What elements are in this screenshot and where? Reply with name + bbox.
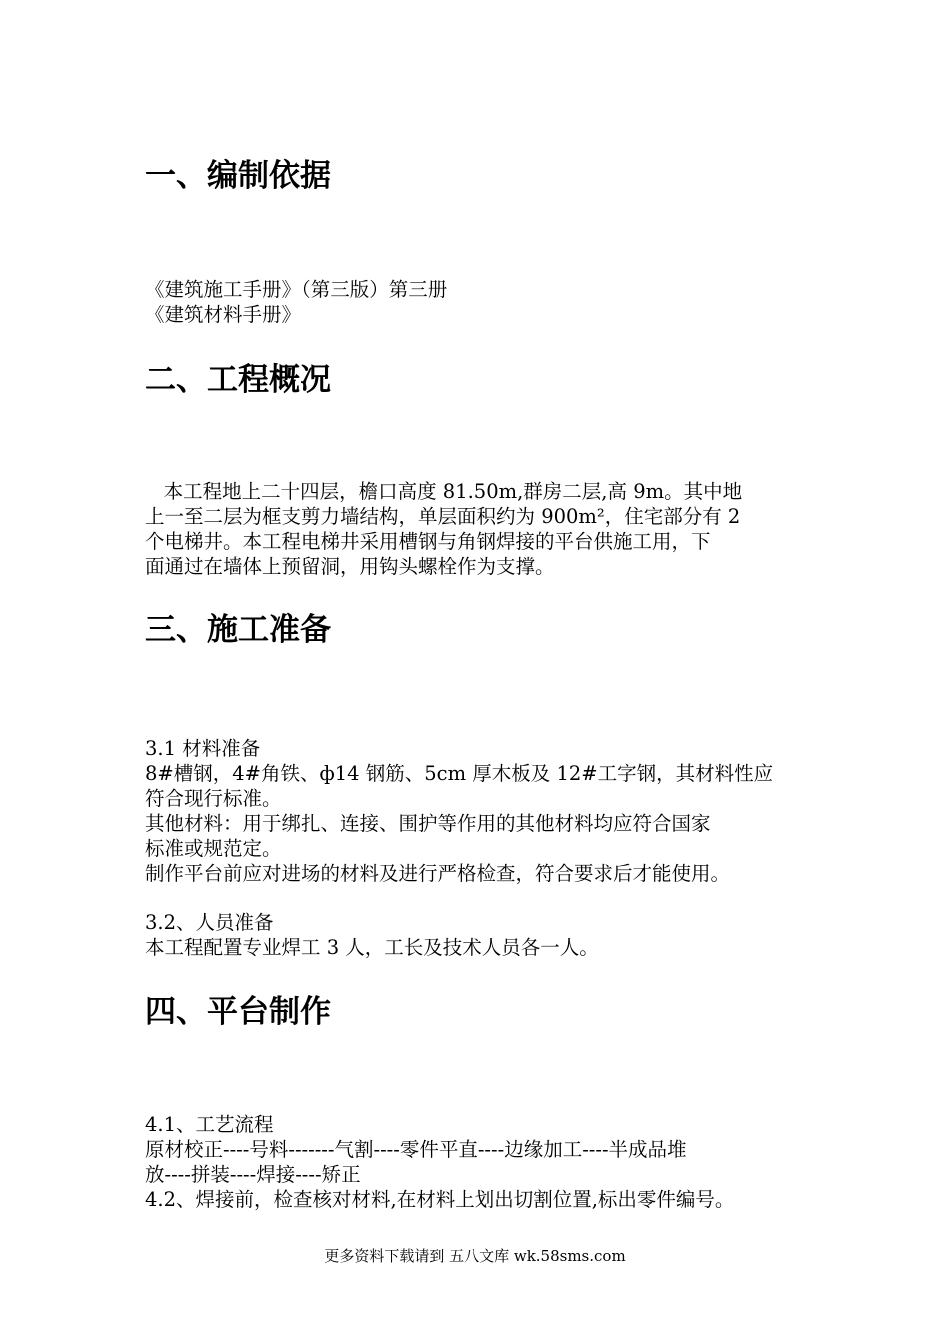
reference-line: 《建筑材料手册》: [145, 303, 302, 326]
section-3-personnel: [145, 910, 810, 960]
section-1-body: [145, 277, 810, 327]
paragraph-line: 4.2、焊接前，检查核对材料,在材料上划出切割位置,标出零件编号。: [145, 1188, 735, 1211]
page-footer: 更多资料下载请到 五八文库 wk.58sms.com: [324, 1247, 626, 1265]
section-4-body: [145, 1112, 810, 1212]
paragraph-line: 8#槽钢，4#角铁、ф14 钢筋、5cm 厚木板及 12#工字钢，其材料性应: [145, 762, 774, 785]
section-3-materials: [145, 736, 810, 886]
reference-line: 《建筑施工手册》（第三版）第三册: [145, 278, 448, 301]
paragraph-line: 个电梯井。本工程电梯井采用槽钢与角钢焊接的平台供施工用，下: [145, 530, 711, 553]
paragraph-line: 制作平台前应对进场的材料及进行严格检查，符合要求后才能使用。: [145, 862, 731, 885]
paragraph-line: 面通过在墙体上预留洞，用钩头螺栓作为支撑。: [145, 555, 555, 578]
subsection-title: 3.1 材料准备: [145, 737, 261, 760]
subsection-title: 4.1、工艺流程: [145, 1113, 274, 1136]
section-4-heading: 四、平台制作: [145, 994, 331, 1030]
section-2-heading: 二、工程概况: [145, 362, 331, 398]
paragraph-line: 本工程配置专业焊工 3 人，工长及技术人员各一人。: [145, 936, 599, 959]
paragraph-line: 上一至二层为框支剪力墙结构，单层面积约为 900m²，住宅部分有 2: [145, 505, 741, 528]
paragraph-line: 放----拼装----焊接----矫正: [145, 1163, 361, 1186]
paragraph-line: 本工程地上二十四层，檐口高度 81.50m,群房二层,高 9m。其中地: [145, 480, 743, 503]
section-1-heading: 一、编制依据: [145, 158, 331, 194]
subsection-title: 3.2、人员准备: [145, 911, 274, 934]
section-2-body: [145, 479, 810, 579]
section-3-heading: 三、施工准备: [145, 612, 331, 648]
paragraph-line: 标准或规范定。: [145, 837, 282, 860]
paragraph-line: 符合现行标准。: [145, 787, 282, 810]
paragraph-line: 原材校正----号料-------气割----零件平直----边缘加工----半成品堆: [145, 1138, 687, 1161]
paragraph-line: 其他材料：用于绑扎、连接、围护等作用的其他材料均应符合国家: [145, 812, 711, 835]
